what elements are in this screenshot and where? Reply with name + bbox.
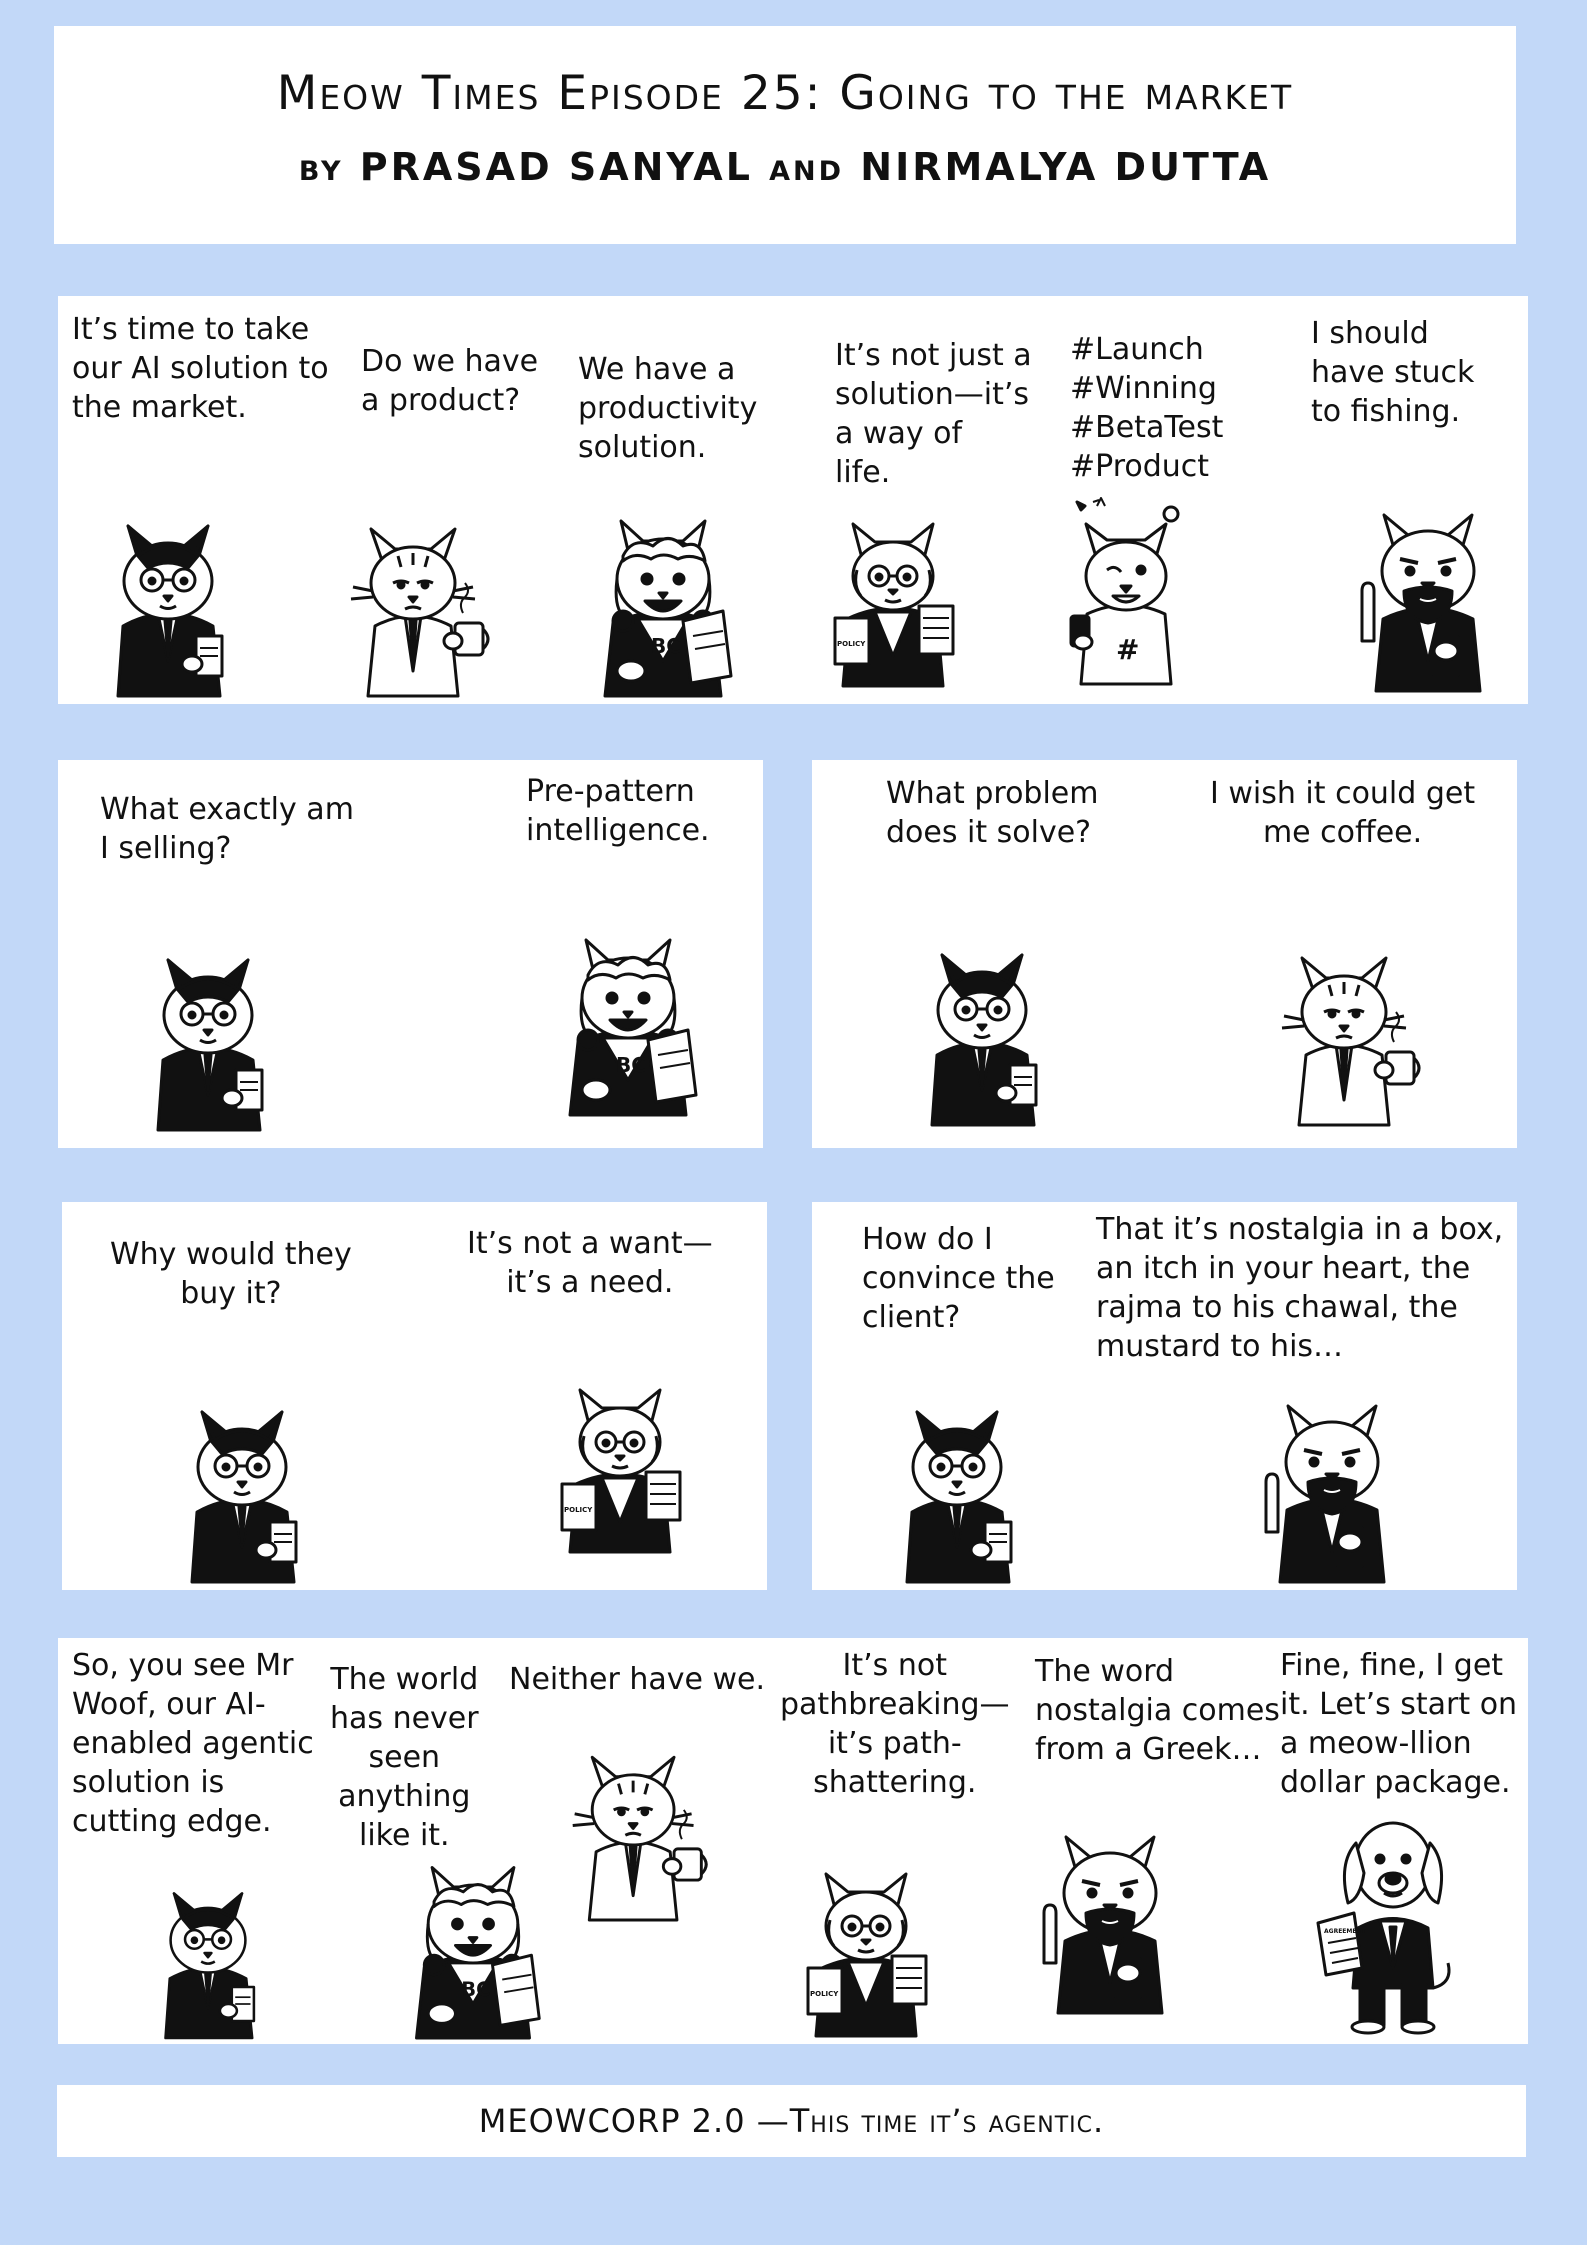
dialogue-policy-cat-1: It’s not just a solution—it’s a way of life. xyxy=(835,338,1032,490)
cat-hoodie-phone-icon xyxy=(1061,504,1191,684)
dialogue-bc-cat-1: We have a productivity solution. xyxy=(578,352,758,465)
dialogue-boss-5: How do I convince the client? xyxy=(862,1222,1055,1335)
cat-boss-suit-icon xyxy=(88,496,248,696)
panel-row-2-left xyxy=(58,760,763,1148)
cat-boss-suit-icon xyxy=(877,1382,1037,1582)
panel-row-3-left xyxy=(62,1202,767,1590)
dialogue-coffee-cat-1: Do we have a product? xyxy=(361,344,539,418)
cat-policy-papers-icon xyxy=(796,1856,936,2036)
cat-bc-hoodie-icon xyxy=(393,1848,553,2038)
dog-client-icon xyxy=(1318,1803,1468,2033)
title-panel xyxy=(54,26,1516,244)
dialogue-dog-client: Fine, fine, I get it. Let’s start on a meow-llion dollar package. xyxy=(1280,1648,1518,1800)
cat-coffee-mug-icon xyxy=(563,1730,713,1920)
dialogue-policy-cat-3: It’s not pathbreaking— it’s path- shattering. xyxy=(780,1648,1010,1800)
dialogue-hoodie-cat-1: #Launch #Winning #BetaTest #Product xyxy=(1070,332,1224,484)
cat-policy-papers-icon xyxy=(823,506,963,686)
dialogue-coffee-cat-2: I wish it could get me coffee. xyxy=(1210,776,1476,850)
footer-panel xyxy=(57,2085,1526,2157)
dialogue-policy-cat-2: It’s not a want— it’s a need. xyxy=(467,1226,713,1300)
cat-boss-suit-icon xyxy=(902,925,1062,1125)
comic-byline: by PRASAD SANYAL and NIRMALYA DUTTA xyxy=(298,145,1272,189)
cat-policy-papers-icon xyxy=(550,1372,690,1552)
footer-tagline: MEOWCORP 2.0 —This time it’s agentic. xyxy=(478,2102,1105,2140)
cat-coffee-mug-icon xyxy=(1274,930,1424,1125)
cat-bearded-pointing-icon xyxy=(1030,1813,1190,2013)
dialogue-bc-cat-2: Pre-pattern intelligence. xyxy=(526,774,710,848)
dialogue-boss-2: What exactly am I selling? xyxy=(100,792,354,866)
cat-boss-suit-icon xyxy=(128,1868,288,2038)
dialogue-coffee-cat-3: Neither have we. xyxy=(509,1662,766,1697)
panel-row-1 xyxy=(58,296,1528,704)
comic-title: Meow Times Episode 25: Going to the market xyxy=(276,66,1294,121)
dialogue-bearded-cat-1: I should have stuck to fishing. xyxy=(1311,316,1475,429)
dialogue-bearded-cat-3: The word nostalgia comes from a Greek… xyxy=(1035,1654,1280,1767)
cat-bc-hoodie-icon xyxy=(548,920,708,1115)
cat-boss-suit-icon xyxy=(128,930,288,1130)
dialogue-boss-6: So, you see Mr Woof, our AI- enabled agentic solution is cutting edge. xyxy=(72,1648,314,1839)
panel-row-4 xyxy=(58,1638,1528,2044)
panel-row-3-right xyxy=(812,1202,1517,1590)
cat-coffee-mug-icon xyxy=(343,501,493,696)
dialogue-boss-1: It’s time to take our AI solution to the market. xyxy=(72,312,329,425)
cat-bc-hoodie-icon xyxy=(583,501,743,696)
cat-bearded-pointing-icon xyxy=(1348,491,1508,691)
cat-bearded-pointing-icon xyxy=(1252,1382,1412,1582)
dialogue-bearded-cat-2: That it’s nostalgia in a box, an itch in your heart, the rajma to his chawal, the mustard to his… xyxy=(1096,1212,1504,1364)
panel-row-2-right xyxy=(812,760,1517,1148)
dialogue-boss-4: Why would they buy it? xyxy=(110,1237,352,1311)
cat-boss-suit-icon xyxy=(162,1382,322,1582)
dialogue-bc-cat-3: The world has never seen anything like it. xyxy=(330,1662,479,1853)
dialogue-boss-3: What problem does it solve? xyxy=(886,776,1099,850)
